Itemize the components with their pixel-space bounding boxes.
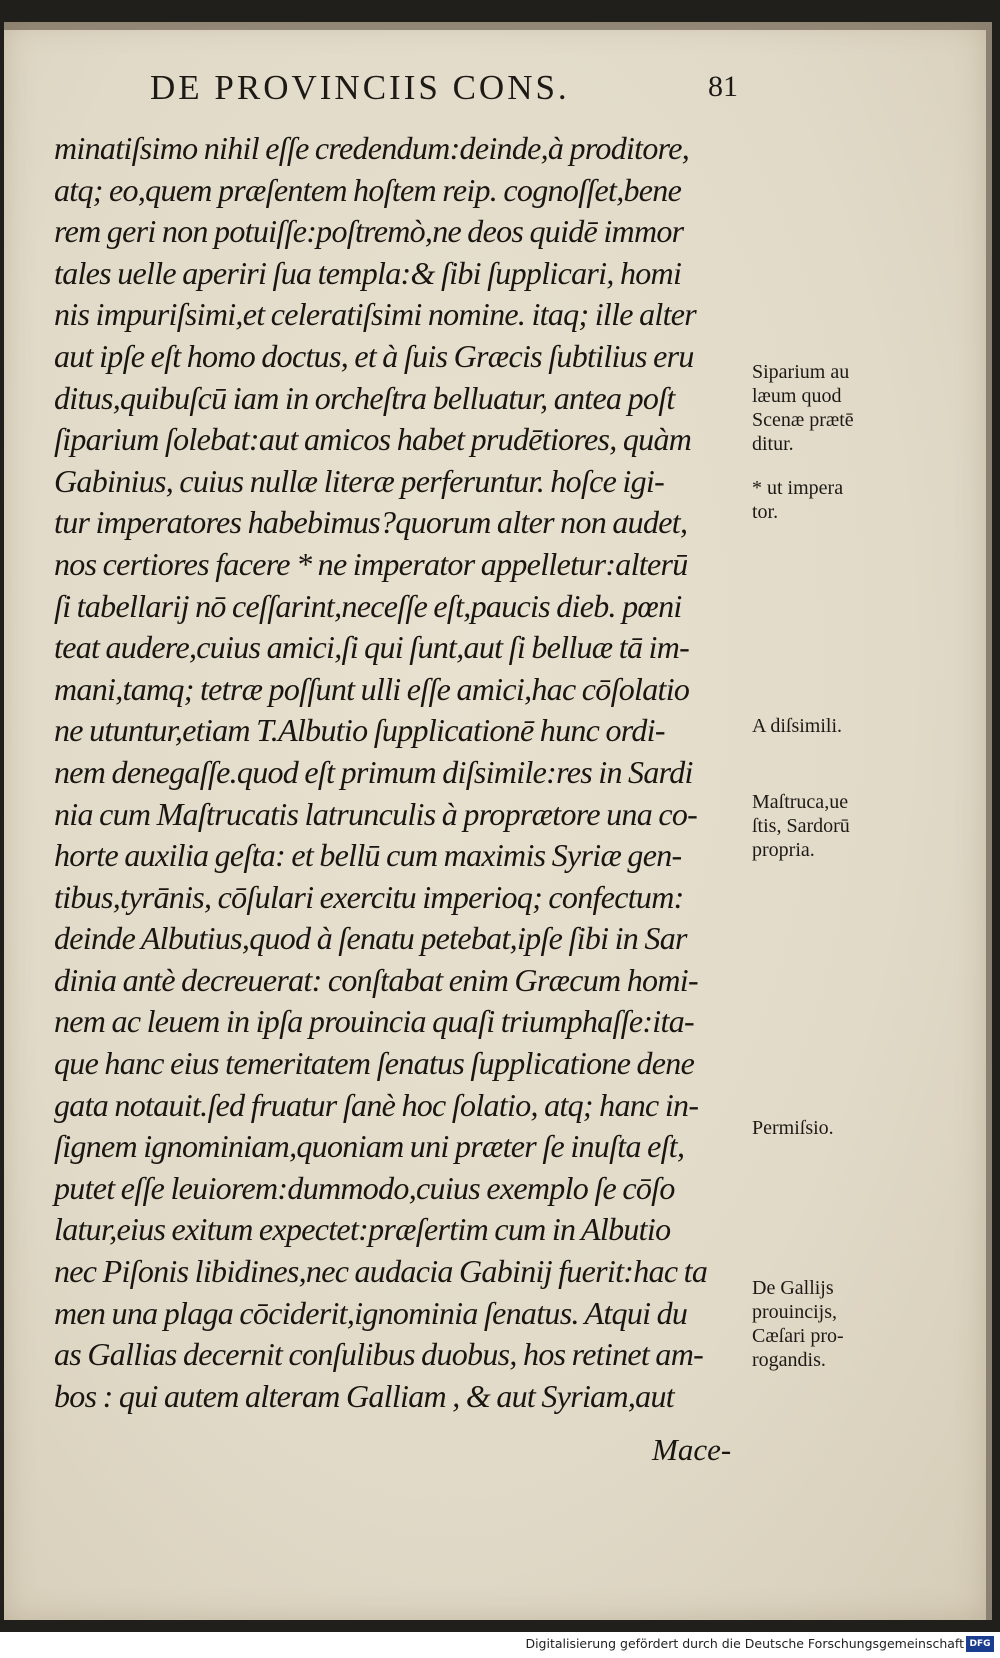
text-line: que hanc eius temeritatem ſenatus ſupplicatione dene (54, 1045, 695, 1082)
text-line: nis impuriſsimi,et celeratiſsimi nomine. itaq; ille alter (54, 296, 697, 333)
text-line: dinia antè decreuerat: conſtabat enim Græcum homi- (54, 961, 698, 998)
text-line: nem ac leuem in ipſa prouincia quaſi triumphaſſe:ita- (54, 1003, 694, 1040)
text-line: ſignem ignominiam,quoniam uni præter ſe inuſta eſt, (54, 1128, 685, 1165)
body-text (54, 128, 754, 1417)
margin-note-permissio (752, 1116, 902, 1140)
note-line: De Gallijs (752, 1277, 834, 1299)
text-line: aut ipſe eſt homo doctus, et à ſuis Græcis ſubtilius eru (54, 337, 694, 374)
text-line: ditus,quibuſcū iam in orcheſtra belluatur, antea poſt (54, 379, 675, 416)
catchword: Mace- (652, 1432, 732, 1467)
margin-note-imperator (752, 476, 902, 524)
text-line: atq; eo,quem præſentem hoſtem reip. cognoſſet,bene (54, 171, 682, 208)
margin-note-siparium (752, 360, 902, 456)
text-line: teat audere,cuius amici,ſi qui ſunt,aut ſi belluæ tā im- (54, 629, 690, 666)
text-line: minatiſsimo nihil eſſe credendum:deinde,à proditore, (54, 130, 690, 166)
note-line: ſtis, Sardorū (752, 815, 850, 837)
text-line: as Gallias decernit conſulibus duobus, hos retinet am- (54, 1336, 704, 1373)
margin-note-mastruca (752, 790, 902, 862)
note-line: Permiſsio. (752, 1117, 834, 1139)
note-line: prouincijs, (752, 1301, 837, 1323)
note-line: ditur. (752, 433, 794, 455)
note-line: propria. (752, 839, 815, 861)
note-line: * ut impera (752, 477, 844, 499)
dfg-logo-icon: DFG (966, 1636, 994, 1652)
text-line: gata notauit.ſed fruatur ſanè hoc ſolatio, atq; hanc in- (54, 1086, 699, 1123)
margin-note-dissimili (752, 714, 902, 738)
text-line: nem denegaſſe.quod eſt primum diſsimile:res in Sardi (54, 753, 693, 790)
text-line: putet eſſe leuiorem:dummodo,cuius exemplo ſe cōſo (54, 1169, 675, 1206)
note-line: A diſsimili. (752, 715, 843, 737)
text-line: tur imperatores habebimus?quorum alter non audet, (54, 504, 688, 541)
note-line: Cæſari pro- (752, 1325, 844, 1347)
text-line: ſiparium ſolebat:aut amicos habet prudētiores, quàm (54, 421, 692, 458)
text-line: nos certiores facere * ne imperator appelletur:alterū (54, 545, 688, 582)
text-line: ne utuntur,etiam T.Albutio ſupplicationē hunc ordi- (54, 712, 665, 749)
note-line: Maſtruca,ue (752, 791, 849, 813)
text-line: horte auxilia geſta: et bellū cum maximis Syriæ gen- (54, 837, 682, 874)
text-line: nia cum Maſtrucatis latrunculis à proprætore una co- (54, 795, 698, 832)
running-head: DE PROVINCIIS CONS. (150, 68, 570, 107)
text-line: men una plaga cōciderit,ignominia ſenatus. Atqui du (54, 1294, 688, 1331)
text-line: latur,eius exitum expectet:præſertim cum in Albutio (54, 1211, 671, 1248)
text-line: rem geri non potuiſſe:poſtremò,ne deos quidē immor (54, 213, 684, 250)
text-line: tibus,tyrānis, cōſulari exercitu imperioq; confectum: (54, 878, 684, 915)
text-line: deinde Albutius,quod à ſenatu petebat,ipſe ſibi in Sar (54, 920, 687, 957)
text-line: tales uelle aperiri ſua templa:& ſibi ſupplicari, homi (54, 254, 682, 291)
note-line: Scenæ prætē (752, 409, 854, 431)
footer-credit: Digitalisierung gefördert durch die Deutsche Forschungsgemeinschaft (525, 1636, 964, 1651)
margin-note-de-galliis (752, 1276, 902, 1372)
page-number: 81 (708, 70, 738, 103)
note-line: læum quod (752, 385, 842, 407)
note-line: rogandis. (752, 1349, 826, 1371)
text-line: mani,tamq; tetræ poſſunt ulli eſſe amici,hac cōſolatio (54, 670, 690, 707)
text-line: nec Piſonis libidines,nec audacia Gabinij fuerit:hac ta (54, 1253, 708, 1290)
note-line: tor. (752, 501, 779, 523)
text-line: Gabinius, cuius nullæ literæ perferuntur. hoſce igi- (54, 462, 665, 499)
text-line: ſi tabellarij nō ceſſarint,neceſſe eſt,paucis dieb. pœni (54, 587, 682, 624)
text-line: bos : qui autem alteram Galliam , & aut Syriam,aut (54, 1377, 674, 1414)
note-line: Siparium au (752, 361, 850, 383)
